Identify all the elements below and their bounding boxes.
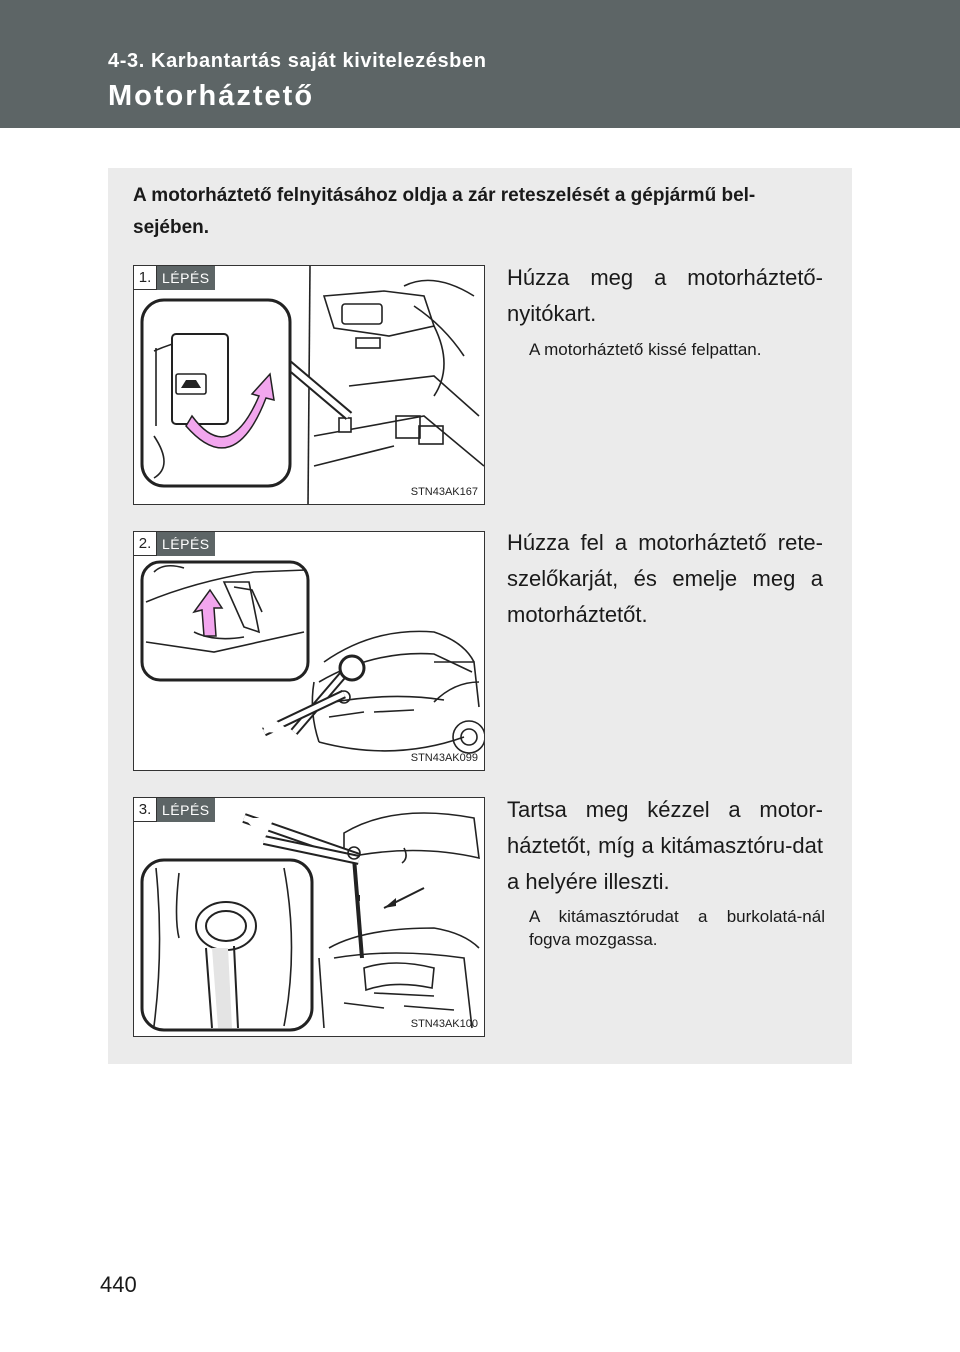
step-number: 2.	[134, 532, 157, 556]
illustration-code: STN43AK167	[410, 486, 478, 498]
step-number: 1.	[134, 266, 157, 290]
hood-release-lever-drawing	[134, 266, 485, 505]
step-label: LÉPÉS	[157, 266, 215, 290]
step-1-instruction: Húzza meg a motorháztető-nyitókart.	[507, 265, 823, 326]
step-1-badge	[134, 266, 215, 290]
page-header	[0, 0, 960, 128]
step-label: LÉPÉS	[157, 532, 215, 556]
hood-latch-drawing	[134, 532, 485, 771]
page-number: 440	[100, 1272, 137, 1297]
section-title: 4-3. Karbantartás saját kivitelezésben	[108, 50, 487, 72]
step-3-badge	[134, 798, 215, 822]
step-2-badge	[134, 532, 215, 556]
step-1-illustration	[133, 265, 485, 505]
hood-support-rod-drawing	[134, 798, 485, 1037]
step-2-instruction: Húzza fel a motorháztető rete-szelőkarját, és emelje meg a motorháztetőt.	[507, 530, 823, 627]
step-3-instruction: Tartsa meg kézzel a motor-háztetőt, míg a kitámasztóru-dat a helyére illeszti.	[507, 797, 823, 894]
step-3-note: A kitámasztórudat a burkolatá-nál fogva mozgassa.	[529, 907, 825, 949]
illustration-code: STN43AK100	[410, 1018, 478, 1030]
step-label: LÉPÉS	[157, 798, 215, 822]
step-number: 3.	[134, 798, 157, 822]
intro-text: A motorháztető felnyitásához oldja a zár reteszelését a gépjármű bel-sejében.	[133, 185, 756, 238]
step-1-note: A motorháztető kissé felpattan.	[529, 340, 762, 359]
step-2-illustration	[133, 531, 485, 771]
page-title: Motorháztető	[108, 80, 315, 112]
illustration-code: STN43AK099	[410, 752, 478, 764]
step-3-illustration	[133, 797, 485, 1037]
